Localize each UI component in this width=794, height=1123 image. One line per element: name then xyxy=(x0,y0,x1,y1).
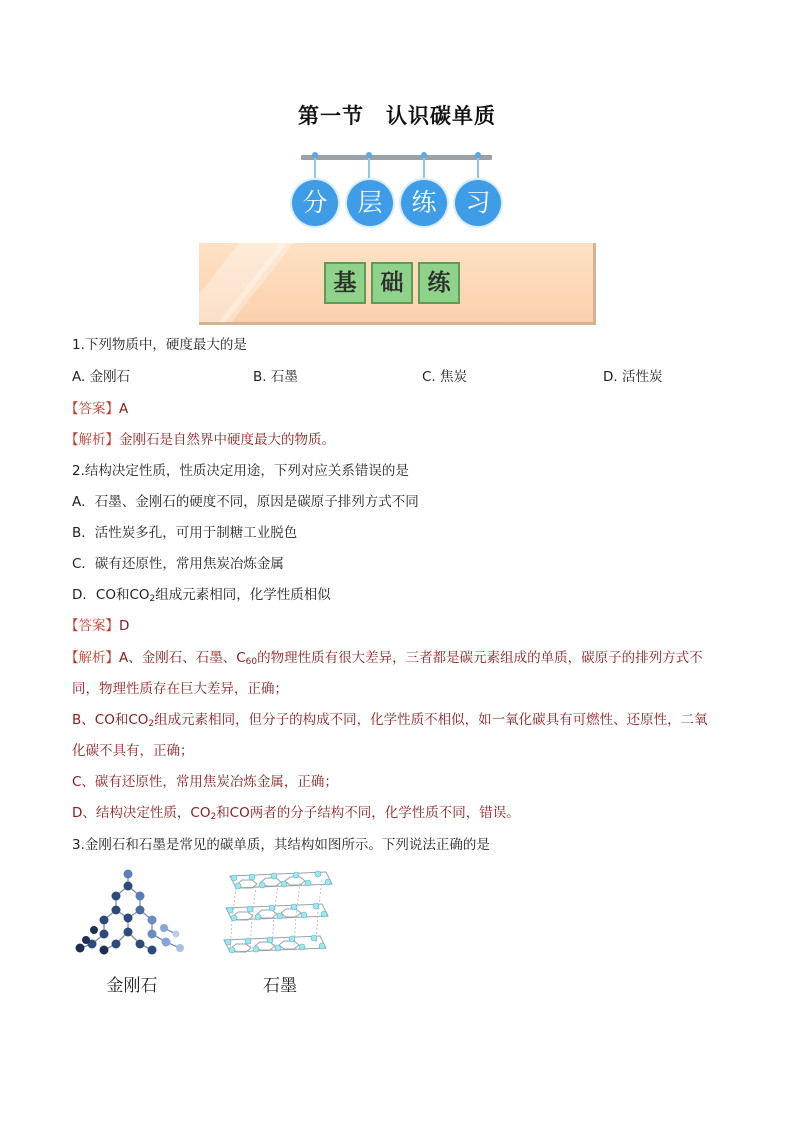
q2-analysis-b xyxy=(72,708,708,729)
q1-analysis xyxy=(65,428,335,448)
header-circle-lian: 练 xyxy=(401,180,447,226)
q2-stem: 2.结构决定性质，性质决定用途，下列对应关系错误的是 xyxy=(72,463,409,479)
q2-option-a: A．石墨、金刚石的硬度不同，原因是碳原子排列方式不同 xyxy=(72,494,419,510)
q1-stem: 1.下列物质中，硬度最大的是 xyxy=(72,337,247,353)
q2-analysis-c: C、碳有还原性，常用焦炭冶炼金属，正确； xyxy=(72,774,338,790)
answer-value: D xyxy=(119,618,130,634)
q1-answer xyxy=(65,397,128,417)
text-part: D、结构决定性质，CO xyxy=(72,805,211,821)
header-rail xyxy=(301,155,492,160)
header-circle-xi: 习 xyxy=(455,180,501,226)
text-part: B、CO和CO xyxy=(72,712,149,728)
graphite-caption: 石墨 xyxy=(263,976,297,996)
text-part: 组成元素相同，但分子的构成不同，化学性质不相似，如一氧化碳具有可燃性、还原性，二氧 xyxy=(154,712,708,728)
q1-option-d: D. 活性炭 xyxy=(603,369,663,385)
subscript: 2 xyxy=(148,719,155,729)
q2-option-c: C．碳有还原性，常用焦炭冶炼金属 xyxy=(72,556,284,572)
banner-char-lian: 练 xyxy=(418,262,460,304)
q2-analysis-d xyxy=(72,801,520,822)
text-part: D．CO和CO xyxy=(72,587,150,603)
answer-value: A xyxy=(119,401,129,417)
q3-stem: 3.金刚石和石墨是常见的碳单质，其结构如图所示。下列说法正确的是 xyxy=(72,837,490,853)
banner-char-ji: 基 xyxy=(324,262,366,304)
analysis-label: 【解析】 xyxy=(65,432,119,448)
diamond-structure-image xyxy=(72,864,192,960)
graphite-structure-image xyxy=(222,868,334,960)
page-title: 第一节 认识碳单质 xyxy=(298,104,496,128)
header-pin-dot xyxy=(366,152,372,158)
analysis-text: 金刚石是自然界中硬度最大的物质。 xyxy=(119,432,335,448)
q2-option-b: B．活性炭多孔，可用于制糖工业脱色 xyxy=(72,525,298,541)
subscript: 2 xyxy=(149,594,156,604)
analysis-label: 【解析】 xyxy=(65,650,119,666)
header-pin-dot xyxy=(312,152,318,158)
q2-answer xyxy=(65,614,129,634)
header-circle-fen: 分 xyxy=(292,180,338,226)
text-part: 的物理性质有很大差异，三者都是碳元素组成的单质，碳原子的排列方式不 xyxy=(257,650,703,666)
subscript: 2 xyxy=(210,812,217,822)
text-part: 和CO两者的分子结构不同，化学性质不同，错误。 xyxy=(216,805,520,821)
header-pin-dot xyxy=(475,152,481,158)
answer-label: 【答案】 xyxy=(65,401,119,417)
q2-analysis-a-line2: 同，物理性质存在巨大差异，正确； xyxy=(72,681,288,697)
banner-char-chu: 础 xyxy=(371,262,413,304)
diamond-caption: 金刚石 xyxy=(106,976,158,996)
text-part: 组成元素相同，化学性质相似 xyxy=(155,587,331,603)
q2-analysis-b-line2: 化碳不具有，正确； xyxy=(72,743,194,759)
answer-label: 【答案】 xyxy=(65,618,119,634)
q1-option-c: C. 焦炭 xyxy=(422,369,468,385)
header-pin-dot xyxy=(421,152,427,158)
q1-option-a: A. 金刚石 xyxy=(72,369,131,385)
subscript: 60 xyxy=(245,657,258,667)
q2-option-d xyxy=(72,583,331,604)
header-circle-ceng: 层 xyxy=(347,180,393,226)
text-part: A、金刚石、石墨、C xyxy=(119,650,246,666)
q2-analysis-a xyxy=(65,646,703,667)
q1-option-b: B. 石墨 xyxy=(253,369,298,385)
